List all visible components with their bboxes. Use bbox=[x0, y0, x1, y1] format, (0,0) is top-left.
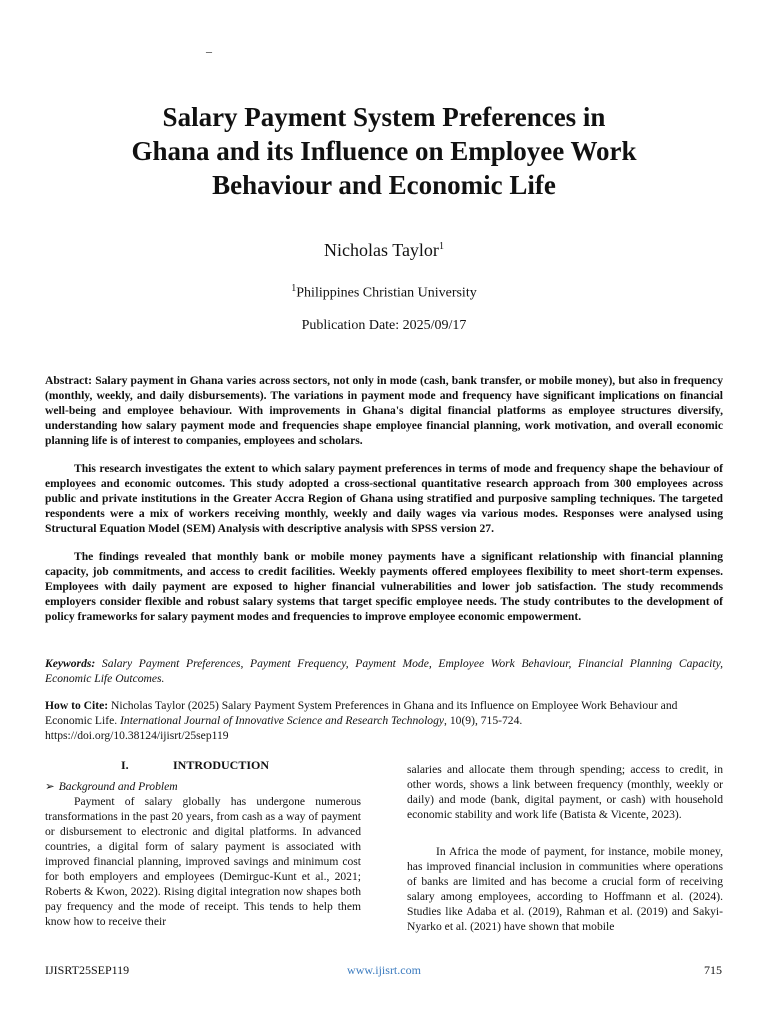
abstract-label: Abstract: bbox=[45, 374, 93, 387]
how-to-cite-label: How to Cite: bbox=[45, 699, 109, 712]
author-name: Nicholas Taylor bbox=[324, 240, 439, 260]
keywords-label: Keywords: bbox=[45, 657, 96, 670]
subheading bbox=[45, 779, 361, 794]
abstract-paragraph: The findings revealed that monthly bank or mobile money payments have a significant relationship with financial planning capacity, job commitments, and access to credit facilities. Weekly payments offered employees flexibility to meet short-term expenses. Employees with daily payment are exposed to higher financial vulnerabilities and lower job satisfaction. The study recommends employers consider flexible and robust salary systems that target specific employee needs. The study contributes to the development of policy frameworks for salary payment modes and frequencies to improve employee economic empowerment. bbox=[45, 550, 723, 623]
affiliation-name: Philippines Christian University bbox=[296, 285, 477, 301]
volume-info: , 10(9), 715-724. bbox=[444, 714, 523, 727]
how-to-cite-text: Nicholas Taylor (2025) Salary Payment System Preferences in Ghana and its Influence on Employee Work Behaviour and Economic Life. bbox=[45, 699, 678, 727]
title-line: Ghana and its Influence on Employee Work bbox=[131, 136, 637, 166]
body-paragraph: In Africa the mode of payment, for instance, mobile money, has improved financial inclusion in communities where operations of banks are limited and has become a crucial form of receiving salary among employees, according to Hoffmann et al. (2024). Studies like Adaba et al. (2019), Rahman et al. (2019) and Sakyi-Nyarko et al. (2021) have shown that mobile bbox=[407, 845, 723, 933]
journal-name: International Journal of Innovative Science and Research Technology bbox=[120, 714, 445, 727]
footer-page-number: 715 bbox=[704, 963, 722, 977]
abstract-paragraph: This research investigates the extent to which salary payment preferences in terms of mode and frequency shape the behaviour of employees and economic outcomes. This study adopted a cross-sectional quantitative research approach from 300 employees across public and private institutions in the Greater Accra Region of Ghana using stratified and purposive sampling techniques. The targeted respondents were a mix of workers receiving monthly, weekly and daily wages via various modes. Responses were analysed using Structural Equation Model (SEM) Analysis with descriptive analysis with SPSS version 27. bbox=[45, 462, 723, 535]
section-heading bbox=[45, 758, 361, 773]
abstract-text: Salary payment in Ghana varies across sectors, not only in mode (cash, bank transfer, or mobile money), but also in frequency (monthly, weekly, and daily disbursements). The variations in payment mode and frequency have significant implications on financial well-being and employee behaviour. With improvements in Ghana's digital financial platforms as employee structures diversify, understanding how salary payment mode and frequencies shape employee financial planning, work motivation, and overall economic planning life is of interest to companies, employees and scholars. bbox=[45, 374, 723, 447]
body-paragraph: salaries and allocate them through spending; access to credit, in other words, shows a link between frequency (monthly, weekly or daily) and mode (bank, digital payment, or cash) with household economic stability and work life (Batista & Vicente, 2023). bbox=[407, 763, 723, 821]
publication-date: Publication Date: 2025/09/17 bbox=[301, 318, 467, 333]
affiliation-superscript: 1 bbox=[291, 283, 297, 294]
body-paragraph: Payment of salary globally has undergone numerous transformations in the past 20 years, from cash as a way of payment or disbursement to electronic and digital platforms. In advanced countries, a digital form of salary payment is associated with improved financial planning, improved savings and minimum cost for both employers and employees (Demirguc-Kunt et al., 2021; Roberts & Kwon, 2022). Rising digital integration now shapes both pay frequency and the mode of receipt. This tends to help them know how to receive their bbox=[45, 795, 361, 928]
how-to-cite bbox=[45, 698, 725, 743]
footer-paper-id: IJISRT25SEP119 bbox=[45, 963, 130, 977]
arrow-bullet-icon: ➢ bbox=[45, 780, 55, 793]
right-column bbox=[407, 762, 723, 934]
keywords-text: Salary Payment Preferences, Payment Frequency, Payment Mode, Employee Work Behaviour, Financial Planning Capacity, Economic Life Outcomes. bbox=[45, 657, 723, 685]
header-mark: – bbox=[206, 44, 212, 58]
footer-website-link[interactable]: www.ijisrt.com bbox=[347, 963, 421, 977]
paper-title bbox=[0, 100, 768, 202]
affiliation-line bbox=[0, 283, 768, 302]
doi-link[interactable]: https://doi.org/10.38124/ijisrt/25sep119 bbox=[45, 729, 229, 742]
title-line: Behaviour and Economic Life bbox=[212, 170, 556, 200]
keywords bbox=[45, 656, 723, 686]
abstract bbox=[45, 373, 723, 637]
author-superscript: 1 bbox=[438, 241, 444, 252]
author-line bbox=[0, 240, 768, 261]
subheading-text: Background and Problem bbox=[58, 780, 178, 793]
left-column bbox=[45, 758, 361, 929]
section-number: I. bbox=[121, 758, 129, 772]
title-line: Salary Payment System Preferences in bbox=[162, 102, 606, 132]
abstract-paragraph bbox=[45, 373, 723, 448]
section-title: INTRODUCTION bbox=[173, 758, 270, 772]
